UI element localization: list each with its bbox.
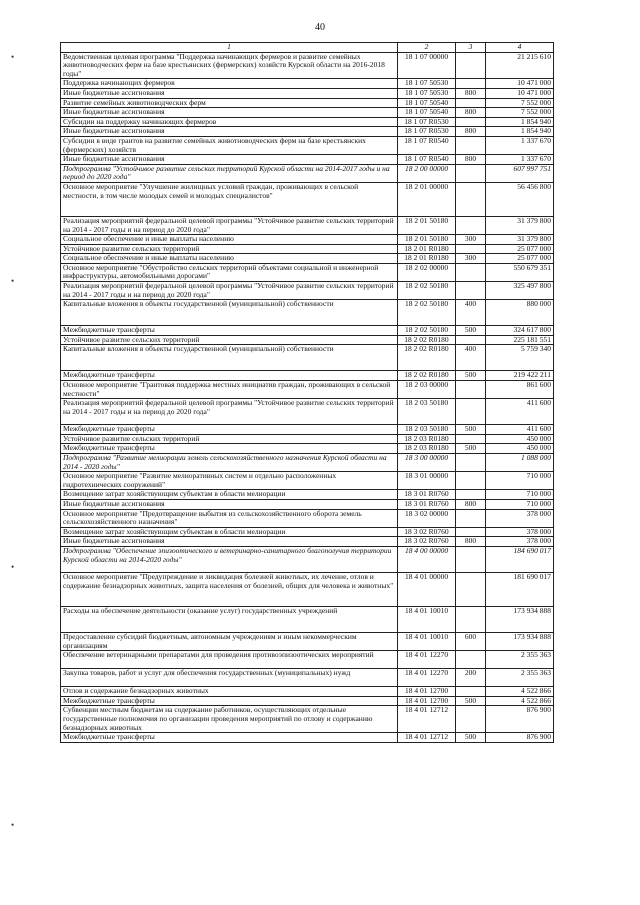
amount-cell: 1 854 940 (486, 117, 554, 127)
expense-type-cell: 400 (456, 300, 486, 326)
expense-type-cell (456, 572, 486, 606)
target-code-cell: 18 2 00 00000 (398, 164, 456, 182)
target-code-cell: 18 3 02 00000 (398, 509, 456, 527)
expense-type-cell: 500 (456, 696, 486, 706)
amount-cell: 880 000 (486, 300, 554, 326)
expense-name-cell: Развитие семейных животноводческих ферм (61, 98, 398, 108)
expense-type-cell (456, 164, 486, 182)
amount-cell: 325 497 800 (486, 282, 554, 300)
table-row (61, 606, 554, 632)
expense-type-cell: 800 (456, 108, 486, 118)
amount-cell: 7 552 000 (486, 98, 554, 108)
target-code-cell: 18 2 03 R0180 (398, 444, 456, 454)
amount-cell: 181 690 017 (486, 572, 554, 606)
expense-type-cell: 800 (456, 127, 486, 137)
amount-cell: 378 000 (486, 509, 554, 527)
amount-cell: 25 077 000 (486, 254, 554, 264)
table-row (61, 235, 554, 245)
table-row (61, 472, 554, 490)
target-code-cell: 18 2 01 50180 (398, 216, 456, 234)
expense-name-cell: Иные бюджетные ассигнования (61, 88, 398, 98)
expense-type-cell (456, 136, 486, 154)
header-col-1: 1 (61, 43, 398, 53)
target-code-cell: 18 2 02 R0180 (398, 335, 456, 345)
expense-name-cell: Субсидии на поддержку начинающих фермеров (61, 117, 398, 127)
table-row (61, 254, 554, 264)
table-row (61, 546, 554, 572)
table-row (61, 490, 554, 500)
expense-name-cell: Подпрограмма "Устойчивое развитие сельских территорий Курской области на 2014-2017 годы и на период до 2020 года" (61, 164, 398, 182)
target-code-cell: 18 4 01 12700 (398, 687, 456, 697)
target-code-cell: 18 2 03 50180 (398, 425, 456, 435)
expense-name-cell: Основное мероприятие "Предотвращение выбытия из сельскохозяйственного оборота земель сельскохозяйственного назначения" (61, 509, 398, 527)
target-code-cell: 18 1 07 R0540 (398, 155, 456, 165)
expense-name-cell: Устойчивое развитие сельских территорий (61, 335, 398, 345)
amount-cell: 1 337 670 (486, 155, 554, 165)
expense-name-cell: Иные бюджетные ассигнования (61, 537, 398, 547)
target-code-cell: 18 2 03 50180 (398, 399, 456, 425)
amount-cell: 31 379 800 (486, 216, 554, 234)
expense-type-cell: 500 (456, 425, 486, 435)
expense-name-cell: Реализация мероприятий федеральной целевой программы "Устойчивое развитие сельских территорий на 2014 - 2017 годы и на период до 2020 года" (61, 216, 398, 234)
target-code-cell: 18 3 02 R0760 (398, 537, 456, 547)
target-code-cell: 18 4 01 12712 (398, 733, 456, 743)
expense-type-cell (456, 79, 486, 89)
expense-type-cell: 500 (456, 444, 486, 454)
target-code-cell: 18 2 02 R0180 (398, 371, 456, 381)
target-code-cell: 18 2 01 R0180 (398, 244, 456, 254)
table-row (61, 371, 554, 381)
expense-name-cell: Обеспечение ветеринарными препаратами для проведения противоэпизоотических мероприятий (61, 651, 398, 669)
expense-type-cell: 500 (456, 733, 486, 743)
table-row (61, 216, 554, 234)
expense-type-cell: 500 (456, 326, 486, 336)
expense-name-cell: Межбюджетные трансферты (61, 444, 398, 454)
amount-cell: 861 600 (486, 381, 554, 399)
target-code-cell: 18 4 00 00000 (398, 546, 456, 572)
expense-type-cell: 300 (456, 235, 486, 245)
target-code-cell: 18 2 01 R0180 (398, 254, 456, 264)
table-header-row (61, 43, 554, 53)
expense-name-cell: Отлов и содержание безнадзорных животных (61, 687, 398, 697)
amount-cell: 10 471 000 (486, 79, 554, 89)
expense-name-cell: Реализация мероприятий федеральной целевой программы "Устойчивое развитие сельских территорий на 2014 - 2017 годы и на период до 2020 года" (61, 282, 398, 300)
target-code-cell: 18 2 02 00000 (398, 263, 456, 281)
table-row (61, 425, 554, 435)
expense-type-cell (456, 381, 486, 399)
amount-cell: 10 471 000 (486, 88, 554, 98)
table-row (61, 79, 554, 89)
table-row (61, 399, 554, 425)
expense-type-cell (456, 606, 486, 632)
expense-name-cell: Межбюджетные трансферты (61, 425, 398, 435)
table-row (61, 509, 554, 527)
expense-type-cell (456, 651, 486, 669)
table-row (61, 651, 554, 669)
expense-type-cell: 200 (456, 669, 486, 687)
expense-type-cell (456, 509, 486, 527)
table-row (61, 263, 554, 281)
expense-type-cell (456, 216, 486, 234)
amount-cell: 450 000 (486, 434, 554, 444)
amount-cell: 324 617 800 (486, 326, 554, 336)
amount-cell: 378 000 (486, 537, 554, 547)
target-code-cell: 18 4 01 12270 (398, 651, 456, 669)
target-code-cell: 18 2 02 50180 (398, 300, 456, 326)
expense-type-cell: 800 (456, 88, 486, 98)
header-col-4: 4 (486, 43, 554, 53)
table-row (61, 669, 554, 687)
target-code-cell: 18 3 00 00000 (398, 454, 456, 472)
expense-name-cell: Иные бюджетные ассигнования (61, 499, 398, 509)
budget-table-body (61, 43, 554, 743)
amount-cell: 1 337 670 (486, 136, 554, 154)
table-row (61, 444, 554, 454)
table-row (61, 98, 554, 108)
expense-type-cell (456, 706, 486, 733)
expense-type-cell: 400 (456, 345, 486, 371)
table-row (61, 706, 554, 733)
target-code-cell: 18 4 01 00000 (398, 572, 456, 606)
table-row (61, 108, 554, 118)
amount-cell: 4 522 866 (486, 696, 554, 706)
amount-cell: 1 854 940 (486, 127, 554, 137)
expense-name-cell: Иные бюджетные ассигнования (61, 127, 398, 137)
amount-cell: 56 456 800 (486, 182, 554, 216)
amount-cell: 710 000 (486, 490, 554, 500)
expense-name-cell: Основное мероприятие "Предупреждение и ликвидация болезней животных, их лечение, отлов и содержание безнадзорных животных, защита населения от болезней, общих для человека и животных" (61, 572, 398, 606)
target-code-cell: 18 2 02 50180 (398, 282, 456, 300)
expense-name-cell: Возмещение затрат хозяйствующим субъектам в области мелиорации (61, 527, 398, 537)
target-code-cell: 18 2 02 R0180 (398, 345, 456, 371)
target-code-cell: 18 4 01 10010 (398, 632, 456, 650)
table-row (61, 696, 554, 706)
expense-name-cell: Основное мероприятие "Улучшение жилищных условий граждан, проживающих в сельской местности, в том числе молодых семей и молодых специалистов" (61, 182, 398, 216)
amount-cell: 21 215 610 (486, 52, 554, 79)
table-row (61, 632, 554, 650)
expense-name-cell: Межбюджетные трансферты (61, 371, 398, 381)
table-row (61, 88, 554, 98)
amount-cell: 2 355 363 (486, 669, 554, 687)
expense-name-cell: Субвенции местным бюджетам на содержание работников, осуществляющих отдельные государственные полномочия по организации проведения мероприятий по отлову и содержанию безнадзорных животных (61, 706, 398, 733)
expense-name-cell: Субсидии в виде грантов на развитие семейных животноводческих ферм на базе крестьянских (фермерских) хозяйств (61, 136, 398, 154)
expense-type-cell (456, 454, 486, 472)
expense-name-cell: Основное мероприятие "Обустройство сельских территорий объектами социальной и инженерной инфраструктуры, автомобильными дорогами" (61, 263, 398, 281)
target-code-cell: 18 1 07 R0530 (398, 127, 456, 137)
table-row (61, 326, 554, 336)
target-code-cell: 18 2 03 00000 (398, 381, 456, 399)
target-code-cell: 18 1 07 R0530 (398, 117, 456, 127)
expense-type-cell: 800 (456, 155, 486, 165)
expense-name-cell: Основное мероприятие "Развитие мелиоративных систем и отдельно расположенных гидротехнических сооружений" (61, 472, 398, 490)
table-row (61, 572, 554, 606)
expense-name-cell: Межбюджетные трансферты (61, 733, 398, 743)
amount-cell: 411 600 (486, 425, 554, 435)
target-code-cell: 18 3 01 R0760 (398, 490, 456, 500)
expense-type-cell (456, 490, 486, 500)
amount-cell: 876 900 (486, 733, 554, 743)
margin-dot: • (11, 562, 15, 572)
expense-name-cell: Основное мероприятие "Грантовая поддержка местных инициатив граждан, проживающих в сельской местности" (61, 381, 398, 399)
expense-type-cell: 800 (456, 499, 486, 509)
expense-type-cell (456, 335, 486, 345)
table-row (61, 381, 554, 399)
amount-cell: 607 997 751 (486, 164, 554, 182)
target-code-cell: 18 1 07 R0540 (398, 136, 456, 154)
table-row (61, 537, 554, 547)
expense-type-cell: 500 (456, 371, 486, 381)
expense-type-cell (456, 282, 486, 300)
target-code-cell: 18 1 07 50540 (398, 108, 456, 118)
expense-name-cell: Поддержка начинающих фермеров (61, 79, 398, 89)
table-row (61, 136, 554, 154)
amount-cell: 710 000 (486, 472, 554, 490)
expense-name-cell: Межбюджетные трансферты (61, 696, 398, 706)
amount-cell: 550 679 351 (486, 263, 554, 281)
expense-name-cell: Ведомственная целевая программа "Поддержка начинающих фермеров и развитие семейных животноводческих ферм на базе крестьянских (фермерских) хозяйств Курской области на 2016-2018 годы" (61, 52, 398, 79)
margin-dot: • (11, 820, 15, 830)
expense-name-cell: Реализация мероприятий федеральной целевой программы "Устойчивое развитие сельских территорий на 2014 - 2017 годы и на период до 2020 года" (61, 399, 398, 425)
table-row (61, 127, 554, 137)
amount-cell: 225 181 551 (486, 335, 554, 345)
target-code-cell: 18 2 03 R0180 (398, 434, 456, 444)
target-code-cell: 18 1 07 00000 (398, 52, 456, 79)
expense-type-cell (456, 244, 486, 254)
expense-type-cell (456, 399, 486, 425)
amount-cell: 876 900 (486, 706, 554, 733)
target-code-cell: 18 4 01 12712 (398, 706, 456, 733)
table-row (61, 182, 554, 216)
target-code-cell: 18 2 02 50180 (398, 326, 456, 336)
expense-name-cell: Подпрограмма "Развитие мелиорации земель сельскохозяйственного назначения Курской области на 2014 - 2020 годы" (61, 454, 398, 472)
target-code-cell: 18 1 07 50540 (398, 98, 456, 108)
amount-cell: 31 379 800 (486, 235, 554, 245)
expense-type-cell (456, 687, 486, 697)
target-code-cell: 18 2 01 50180 (398, 235, 456, 245)
expense-name-cell: Подпрограмма "Обеспечение эпизоотического и ветеринарно-санитарного благополучия территории Курской области на 2014-2020 годы" (61, 546, 398, 572)
margin-dot: • (11, 52, 15, 62)
expense-name-cell: Устойчивое развитие сельских территорий (61, 244, 398, 254)
target-code-cell: 18 2 01 00000 (398, 182, 456, 216)
expense-type-cell (456, 182, 486, 216)
table-row (61, 300, 554, 326)
amount-cell: 1 088 000 (486, 454, 554, 472)
expense-type-cell (456, 527, 486, 537)
expense-name-cell: Расходы на обеспечение деятельности (оказание услуг) государственных учреждений (61, 606, 398, 632)
amount-cell: 710 000 (486, 499, 554, 509)
expense-name-cell: Иные бюджетные ассигнования (61, 155, 398, 165)
table-row (61, 335, 554, 345)
expense-type-cell: 300 (456, 254, 486, 264)
expense-type-cell (456, 263, 486, 281)
target-code-cell: 18 4 01 12700 (398, 696, 456, 706)
table-row (61, 687, 554, 697)
target-code-cell: 18 1 07 50530 (398, 79, 456, 89)
header-col-2: 2 (398, 43, 456, 53)
expense-type-cell (456, 546, 486, 572)
expense-name-cell: Возмещение затрат хозяйствующим субъектам в области мелиорации (61, 490, 398, 500)
amount-cell: 173 934 888 (486, 606, 554, 632)
target-code-cell: 18 4 01 12270 (398, 669, 456, 687)
target-code-cell: 18 3 02 R0760 (398, 527, 456, 537)
amount-cell: 5 759 340 (486, 345, 554, 371)
page-number: 40 (315, 22, 325, 33)
amount-cell: 184 690 017 (486, 546, 554, 572)
amount-cell: 450 000 (486, 444, 554, 454)
expense-type-cell (456, 52, 486, 79)
expense-type-cell: 600 (456, 632, 486, 650)
header-col-3: 3 (456, 43, 486, 53)
table-row (61, 117, 554, 127)
amount-cell: 411 600 (486, 399, 554, 425)
budget-table (60, 42, 554, 743)
amount-cell: 25 077 000 (486, 244, 554, 254)
expense-name-cell: Предоставление субсидий бюджетным, автономным учреждениям и иным некоммерческим организациям (61, 632, 398, 650)
expense-name-cell: Капитальные вложения в объекты государственной (муниципальной) собственности (61, 345, 398, 371)
table-row (61, 52, 554, 79)
expense-type-cell (456, 434, 486, 444)
target-code-cell: 18 3 01 R0760 (398, 499, 456, 509)
expense-name-cell: Социальное обеспечение и иные выплаты населению (61, 235, 398, 245)
table-row (61, 434, 554, 444)
margin-dot: • (11, 276, 15, 286)
expense-name-cell: Иные бюджетные ассигнования (61, 108, 398, 118)
table-row (61, 345, 554, 371)
table-row (61, 155, 554, 165)
expense-name-cell: Межбюджетные трансферты (61, 326, 398, 336)
expense-type-cell (456, 98, 486, 108)
table-row (61, 454, 554, 472)
table-row (61, 499, 554, 509)
amount-cell: 219 422 211 (486, 371, 554, 381)
table-row (61, 282, 554, 300)
expense-name-cell: Социальное обеспечение и иные выплаты населению (61, 254, 398, 264)
table-row (61, 244, 554, 254)
table-row (61, 164, 554, 182)
table-row (61, 733, 554, 743)
expense-name-cell: Закупка товаров, работ и услуг для обеспечения государственных (муниципальных) нужд (61, 669, 398, 687)
table-row (61, 527, 554, 537)
target-code-cell: 18 4 01 10010 (398, 606, 456, 632)
amount-cell: 7 552 000 (486, 108, 554, 118)
target-code-cell: 18 1 07 50530 (398, 88, 456, 98)
expense-name-cell: Капитальные вложения в объекты государственной (муниципальной) собственности (61, 300, 398, 326)
amount-cell: 378 000 (486, 527, 554, 537)
expense-type-cell: 800 (456, 537, 486, 547)
amount-cell: 4 522 866 (486, 687, 554, 697)
expense-type-cell (456, 117, 486, 127)
expense-type-cell (456, 472, 486, 490)
expense-name-cell: Устойчивое развитие сельских территорий (61, 434, 398, 444)
amount-cell: 2 355 363 (486, 651, 554, 669)
target-code-cell: 18 3 01 00000 (398, 472, 456, 490)
amount-cell: 173 934 888 (486, 632, 554, 650)
